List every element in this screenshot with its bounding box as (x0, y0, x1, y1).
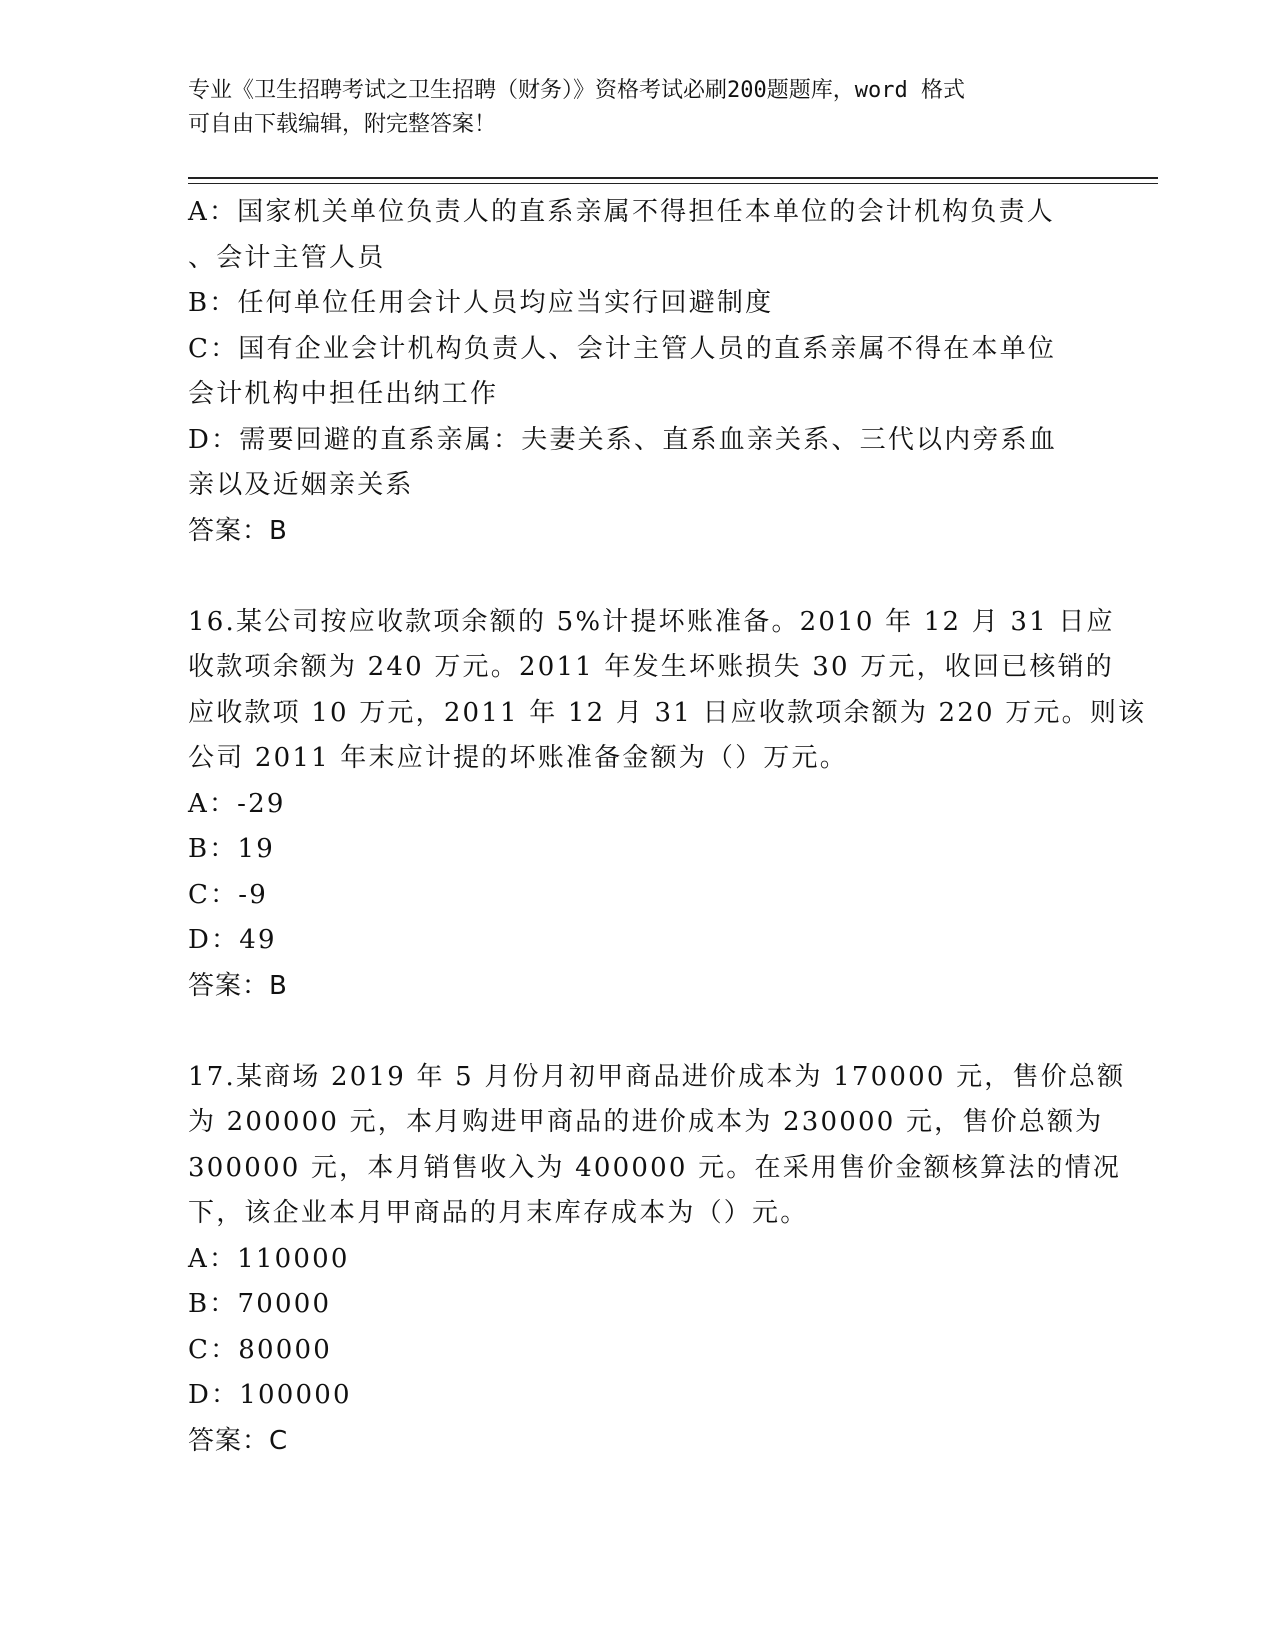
option-line: B：任何单位任用会计人员均应当实行回避制度 (188, 288, 774, 318)
header-title-line-2: 可自由下载编辑，附完整答案！ (188, 112, 497, 137)
question-stem-line: 16.某公司按应收款项余额的 5%计提坏账准备。2010 年 12 月 31 日应 (188, 606, 1115, 637)
document-body (188, 190, 1147, 1464)
spacer (188, 554, 1088, 600)
option-b: B：70000 (188, 1289, 332, 1319)
option-c: C：-9 (188, 879, 269, 910)
option-line: D：需要回避的直系亲属：夫妻关系、直系血亲关系、三代以内旁系血 (188, 424, 1058, 455)
option-d: D：100000 (188, 1380, 352, 1410)
option-line: A：国家机关单位负责人的直系亲属不得担任本单位的会计机构负责人 (188, 197, 1055, 227)
header-title-line-1: 专业《卫生招聘考试之卫生招聘（财务）》资格考试必刷200题题库，word 格式 (188, 78, 965, 103)
page-header (188, 74, 1088, 142)
option-line: 会计机构中担任出纳工作 (188, 379, 499, 409)
question-stem-line: 为 200000 元，本月购进甲商品的进价成本为 230000 元，售价总额为 (188, 1107, 1104, 1137)
option-line: 亲以及近姻亲关系 (188, 470, 414, 500)
question-stem-line: 300000 元，本月销售收入为 400000 元。在采用售价金额核算法的情况 (188, 1152, 1122, 1183)
question-17 (188, 1055, 1126, 1465)
spacer (188, 1009, 1088, 1055)
answer-label: 答案：B (188, 970, 288, 1001)
header-divider-thin (188, 183, 1158, 184)
question-stem-line: 下，该企业本月甲商品的月末库存成本为（）元。 (188, 1198, 809, 1228)
option-b: B：19 (188, 834, 275, 864)
option-line: 、会计主管人员 (188, 242, 386, 273)
option-a: A：-29 (188, 788, 286, 819)
option-d: D：49 (188, 925, 277, 955)
header-divider-thick (188, 177, 1158, 179)
question-16 (188, 600, 1147, 1010)
option-a: A：110000 (188, 1243, 350, 1274)
option-line: C：国有企业会计机构负责人、会计主管人员的直系亲属不得在本单位 (188, 333, 1057, 364)
question-stem-line: 公司 2011 年末应计提的坏账准备金额为（）万元。 (188, 743, 848, 773)
answer-label: 答案：B (188, 515, 288, 546)
question-stem-line: 应收款项 10 万元，2011 年 12 月 31 日应收款项余额为 220 万元。则该 (188, 697, 1147, 728)
question-stem-line: 17.某商场 2019 年 5 月份月初甲商品进价成本为 170000 元，售价总额 (188, 1061, 1126, 1092)
option-c: C：80000 (188, 1334, 333, 1365)
answer-label: 答案：C (188, 1425, 289, 1456)
question-stem-line: 收款项余额为 240 万元。2011 年发生坏账损失 30 万元，收回已核销的 (188, 652, 1115, 682)
question-15 (188, 190, 1088, 554)
